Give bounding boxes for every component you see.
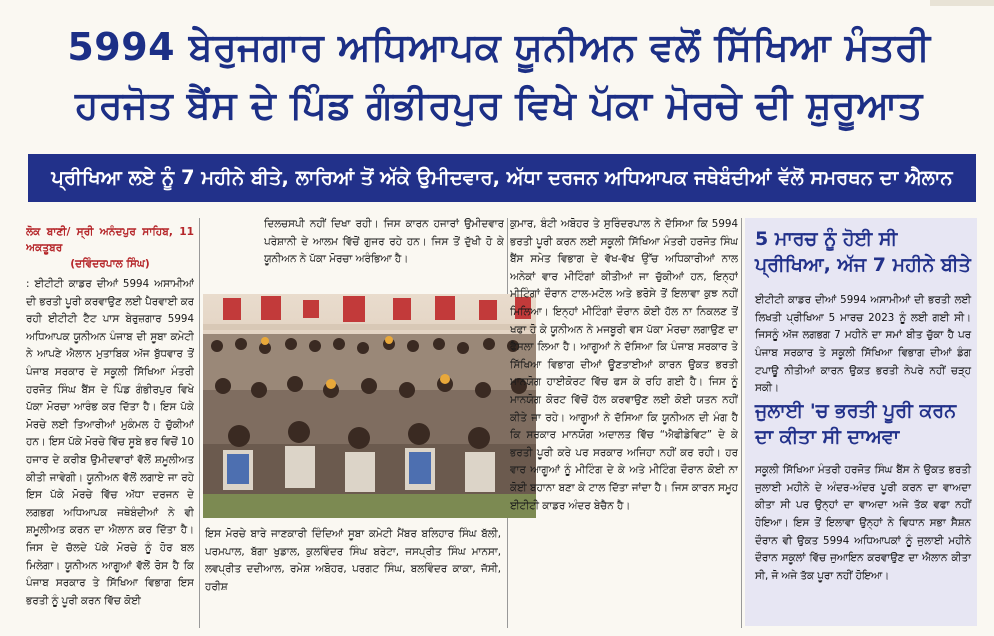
column-1-text: : ਈਟੀਟੀ ਕਾਡਰ ਦੀਆਂ 5994 ਅਸਾਮੀਆਂ ਦੀ ਭਰਤੀ ਪੂਰੀ ਕਰਵਾਉਣ ਲਈ ਪੈਰਵਾਈ ਕਰ ਰਹੀ ਈਟੀਟੀ ਟੈਟ ਪਾਸ ਬੇਰੁਜ਼ਗਾਰ 5994 ਅਧਿਆਪਕ ਯੂਨੀਅਨ ਪੰਜਾਬ ਦੀ ਸੂਬਾ ਕਮੇਟੀ ਨੇ ਆਪਣੇ ਐਲਾਨ ਮੁਤਾਬਿਕ ਅੱਜ ਬੁੱਧਵਾਰ ਤੋਂ ਪੰਜਾਬ ਸਰਕਾਰ ਦੇ ਸਕੂਲੀ ਸਿੱਖਿਆ ਮੰਤਰੀ ਹਰਜੋਤ ਸਿੰਘ ਬੈਂਸ ਦੇ ਪਿੰਡ ਗੰਭੀਰਪੁਰ ਵਿਖੇ ਪੱਕਾ ਮੋਰਚਾ ਆਰੰਭ ਕਰ ਦਿੱਤਾ ਹੈ। ਇਸ ਪੱਕੇ ਮੋਰਚੇ ਲਈ ਤਿਆਰੀਆਂ ਮੁਕੰਮਲ ਹੋ ਚੁੱਕੀਆਂ ਹਨ। ਇਸ ਪੱਕੇ ਮੋਰਚੇ ਵਿੱਚ ਸੂਬੇ ਭਰ ਵਿਚੋਂ 10 ਹਜਾਰ ਦੇ ਕਰੀਬ ਉਮੀਦਵਾਰਾਂ ਵੱਲੋਂ ਸ਼ਮੂਲੀਅਤ ਕੀਤੀ ਜਾਵੇਗੀ। ਯੂਨੀਅਨ ਵੱਲੋਂ ਲਗਾਏ ਜਾ ਰਹੇ ਇਸ ਪੱਕੇ ਮੋਰਚੇ ਵਿੱਚ ਅੱਧਾ ਦਰਜਨ ਦੇ ਲਗਭਗ ਅਧਿਆਪਕ ਜਥੇਬੰਦੀਆਂ ਨੇ ਵੀ ਸ਼ਮੂਲੀਅਤ ਕਰਨ ਦਾ ਐਲਾਨ ਕਰ ਦਿੱਤਾ ਹੈ। ਜਿਸ ਦੇ ਚੱਲਦੇ ਪੱਕੇ ਮੋਰਚੇ ਨੂੰ ਹੋਰ ਬਲ ਮਿਲੇਗਾ। ਯੂਨੀਅਨ ਆਗੂਆਂ ਵੱਲੋਂ ਰੋਸ ਹੈ ਕਿ ਪੰਜਾਬ ਸਰਕਾਰ ਤੇ ਸਿੱਖਿਆ ਵਿਭਾਗ ਇਸ ਭਰਤੀ ਨੂੰ ਪੂਰੀ ਕਰਨ ਵਿੱਚ ਕੋਈ [26, 278, 194, 607]
headline-line-1: 5994 ਬੇਰੁਜਗਾਰ ਅਧਿਆਪਕ ਯੂਨੀਅਨ ਵਲੋਂ ਸਿੱਖਿਆ ਮੰਤਰੀ [67, 25, 931, 69]
sidebar-heading-2: ਜੁਲਾਈ 'ਚ ਭਰਤੀ ਪੂਰੀ ਕਰਨ ਦਾ ਕੀਤਾ ਸੀ ਦਾਅਵਾ [755, 400, 957, 448]
protest-photo [203, 294, 536, 518]
column-3-text: ਕੁਮਾਰ, ਬੰਟੀ ਅਬੋਹਰ ਤੇ ਸੁਰਿੰਦਰਪਾਲ ਨੇ ਦੱਸਿਆ ਕਿ 5994 ਭਰਤੀ ਪੂਰੀ ਕਰਨ ਲਈ ਸਕੂਲੀ ਸਿੱਖਿਆ ਮੰਤਰੀ ਹਰਜੋਤ ਸਿੰਘ ਬੈਂਸ ਸਮੇਤ ਵਿਭਾਗ ਦੇ ਵੱਖ-ਵੱਖ ਉੱਚ ਅਧਿਕਾਰੀਆਂ ਨਾਲ ਅਨੇਕਾਂ ਵਾਰ ਮੀਟਿੰਗਾਂ ਕੀਤੀਆਂ ਜਾ ਚੁੱਕੀਆਂ ਹਨ, ਇਨ੍ਹਾਂ ਮੀਟਿੰਗਾਂ ਦੌਰਾਨ ਟਾਲ-ਮਟੋਲ ਅਤੇ ਭਰੋਸੇ ਤੋਂ ਇਲਾਵਾ ਕੁਝ ਨਹੀਂ ਮਿਲਿਆ। ਇਨ੍ਹਾਂ ਮੀਟਿੰਗਾਂ ਦੌਰਾਨ ਕੋਈ ਹੱਲ ਨਾ ਨਿਕਲਣ ਤੋਂ ਖਫਾ ਹੋ ਕੇ ਯੂਨੀਅਨ ਨੇ ਮਜਬੂਰੀ ਵਸ ਪੱਕਾ ਮੋਰਚਾ ਲਗਾਉਣ ਦਾ ਫੈਸਲਾ ਲਿਆ ਹੈ। ਆਗੂਆਂ ਨੇ ਦੱਸਿਆ ਕਿ ਪੰਜਾਬ ਸਰਕਾਰ ਤੇ ਸਿੱਖਿਆ ਵਿਭਾਗ ਦੀਆਂ ਊਣਤਾਈਆਂ ਕਾਰਨ ਉਕਤ ਭਰਤੀ ਮਾਨਯੋਗ ਹਾਈਕੋਰਟ ਵਿੱਚ ਫਸ ਕੇ ਰਹਿ ਗਈ ਹੈ। ਜਿਸ ਨੂੰ ਮਾਨਯੋਗ ਕੋਰਟ ਵਿੱਚੋਂ ਹੱਲ ਕਰਵਾਉਣ ਲਈ ਕੋਈ ਯਤਨ ਨਹੀਂ ਕੀਤੇ ਜਾ ਰਹੇ। ਆਗੂਆਂ ਨੇ ਦੱਸਿਆ ਕਿ ਯੂਨੀਅਨ ਦੀ ਮੰਗ ਹੈ ਕਿ ਸਰਕਾਰ ਮਾਨਯੋਗ ਅਦਾਲਤ ਵਿੱਚ “ਐਫੀਡੇਵਿਟ” ਦੇ ਕੇ ਭਰਤੀ ਪੂਰੀ ਕਰੇ ਪਰ ਸਰਕਾਰ ਅਜਿਹਾ ਨਹੀਂ ਕਰ ਰਹੀ। ਹਰ ਵਾਰ ਆਗੂਆਂ ਨੂੰ ਮੀਟਿੰਗ ਦੇ ਕੇ ਅਤੇ ਮੀਟਿੰਗ ਦੌਰਾਨ ਕੋਈ ਨਾ ਕੋਈ ਬਹਾਨਾ ਬਣਾ ਕੇ ਟਾਲ ਦਿੱਤਾ ਜਾਂਦਾ ਹੈ। ਜਿਸ ਕਾਰਨ ਸਮੂਹ ਈਟੀਟੀ ਕਾਡਰ ਅੰਦਰ ਬੇਚੈਨ ਹੈ। [510, 218, 738, 512]
article-column-2-bottom [205, 526, 501, 636]
article-column-1 [26, 224, 194, 636]
byline-reporter: (ਦਵਿੰਦਰਪਾਲ ਸਿੰਘ) [70, 258, 150, 270]
subheadline-text: ਪ੍ਰੀਖਿਆ ਲਏ ਨੂੰ 7 ਮਹੀਨੇ ਬੀਤੇ, ਲਾਰਿਆਂ ਤੋਂ ਅੱਕੇ ਉਮੀਦਵਾਰ, ਅੱਧਾ ਦਰਜਨ ਅਧਿਆਪਕ ਜਥੇਬੰਦੀਆਂ ਵੱਲੋਂ ਸਮਰਥਨ ਦਾ ਐਲਾਨ [51, 166, 953, 189]
column-2-bottom-text: ਇਸ ਮੋਰਚੇ ਬਾਰੇ ਜਾਣਕਾਰੀ ਦਿੰਦਿਆਂ ਸੂਬਾ ਕਮੇਟੀ ਮੈਂਬਰ ਬਲਿਹਾਰ ਸਿੰਘ ਬੱਲੀ, ਪਰਮਪਾਲ, ਬੱਗਾ ਖੁਡਾਲ, ਕੁਲਵਿੰਦਰ ਸਿੰਘ ਬਰੇਟਾ, ਜਸਪ੍ਰੀਤ ਸਿੰਘ ਮਾਨਸਾ, ਲਵਪ੍ਰੀਤ ਦਦੀਆਲ, ਰਮੇਸ਼ ਅਬੋਹਰ, ਪਰਗਟ ਸਿੰਘ, ਬਲਵਿੰਦਰ ਕਾਕਾ, ਜੱਸੀ, ਹਰੀਸ਼ [205, 528, 501, 593]
article-column-2-top [264, 216, 504, 292]
headline-line-2: ਹਰਜੋਤ ਬੈਂਸ ਦੇ ਪਿੰਡ ਗੰਭੀਰਪੁਰ ਵਿਖੇ ਪੱਕਾ ਮੋਰਚੇ ਦੀ ਸ਼ੁਰੂਆਤ [75, 83, 923, 127]
protest-photo-illustration [203, 294, 536, 518]
sidebar-heading-1: 5 ਮਾਰਚ ਨੂੰ ਹੋਈ ਸੀ ਪ੍ਰੀਖਿਆ, ਅੱਜ 7 ਮਹੀਨੇ ਬੀਤੇ [755, 228, 971, 276]
subheadline-bar [28, 154, 976, 202]
sidebar-paragraph-2: ਸਕੂਲੀ ਸਿੱਖਿਆ ਮੰਤਰੀ ਹਰਜੋਤ ਸਿੰਘ ਬੈਂਸ ਨੇ ਉਕਤ ਭਰਤੀ ਜੁਲਾਈ ਮਹੀਨੇ ਦੇ ਅੰਦਰ-ਅੰਦਰ ਪੂਰੀ ਕਰਨ ਦਾ ਵਾਅਦਾ ਕੀਤਾ ਸੀ ਪਰ ਉਨ੍ਹਾਂ ਦਾ ਵਾਅਦਾ ਅਜੇ ਤੱਕ ਵਫਾ ਨਹੀਂ ਹੋਇਆ। ਇਸ ਤੋਂ ਇਲਾਵਾ ਉਨ੍ਹਾਂ ਨੇ ਵਿਧਾਨ ਸਭਾ ਸੈਸ਼ਨ ਦੌਰਾਨ ਵੀ ਉਕਤ 5994 ਅਧਿਆਪਕਾਂ ਨੂੰ ਜੁਲਾਈ ਮਹੀਨੇ ਦੌਰਾਨ ਸਕੂਲਾਂ ਵਿੱਚ ਜੁਆਇਨ ਕਰਵਾਉਣ ਦਾ ਐਲਾਨ ਕੀਤਾ ਸੀ, ਜੋ ਅਜੇ ਤੱਕ ਪੂਰਾ ਨਹੀਂ ਹੋਇਆ। [755, 464, 971, 582]
byline-place: ਲੋਕ ਬਾਣੀ/ ਸ੍ਰੀ ਅਨੰਦਪੁਰ ਸਾਹਿਬ, 11 ਅਕਤੂਬਰ [26, 226, 194, 254]
sidebar-box [745, 218, 977, 626]
page-edge-strip [930, 0, 994, 6]
column-divider [199, 218, 200, 628]
column-divider [741, 218, 742, 628]
sidebar-paragraph-1: ਈਟੀਟੀ ਕਾਡਰ ਦੀਆਂ 5994 ਅਸਾਮੀਆਂ ਦੀ ਭਰਤੀ ਲਈ ਲਿਖਤੀ ਪ੍ਰੀਖਿਆ 5 ਮਾਰਚ 2023 ਨੂੰ ਲਈ ਗਈ ਸੀ। ਜਿਸਨੂੰ ਅੱਜ ਲਗਭਗ 7 ਮਹੀਨੇ ਦਾ ਸਮਾਂ ਬੀਤ ਚੁੱਕਾ ਹੈ ਪਰ ਪੰਜਾਬ ਸਰਕਾਰ ਤੇ ਸਕੂਲੀ ਸਿੱਖਿਆ ਵਿਭਾਗ ਦੀਆਂ ਡੰਗ ਟਪਾਊ ਨੀਤੀਆਂ ਕਾਰਨ ਉਕਤ ਭਰਤੀ ਨੇਪਰੇ ਨਹੀਂ ਚੜ੍ਹ ਸਕੀ। [755, 294, 971, 395]
article-column-3 [510, 216, 738, 636]
column-2-top-text: ਦਿਲਚਸਪੀ ਨਹੀਂ ਦਿਖਾ ਰਹੀ। ਜਿਸ ਕਾਰਨ ਹਜਾਰਾਂ ਉਮੀਦਵਾਰ ਪਰੇਸ਼ਾਨੀ ਦੇ ਆਲਮ ਵਿੱਚੋਂ ਗੁਜਰ ਰਹੇ ਹਨ। ਜਿਸ ਤੋਂ ਦੁੱਖੀ ਹੋ ਕੇ ਯੂਨੀਅਨ ਨੇ ਪੱਕਾ ਮੋਰਚਾ ਅਰੰਭਿਆ ਹੈ। [264, 218, 504, 266]
